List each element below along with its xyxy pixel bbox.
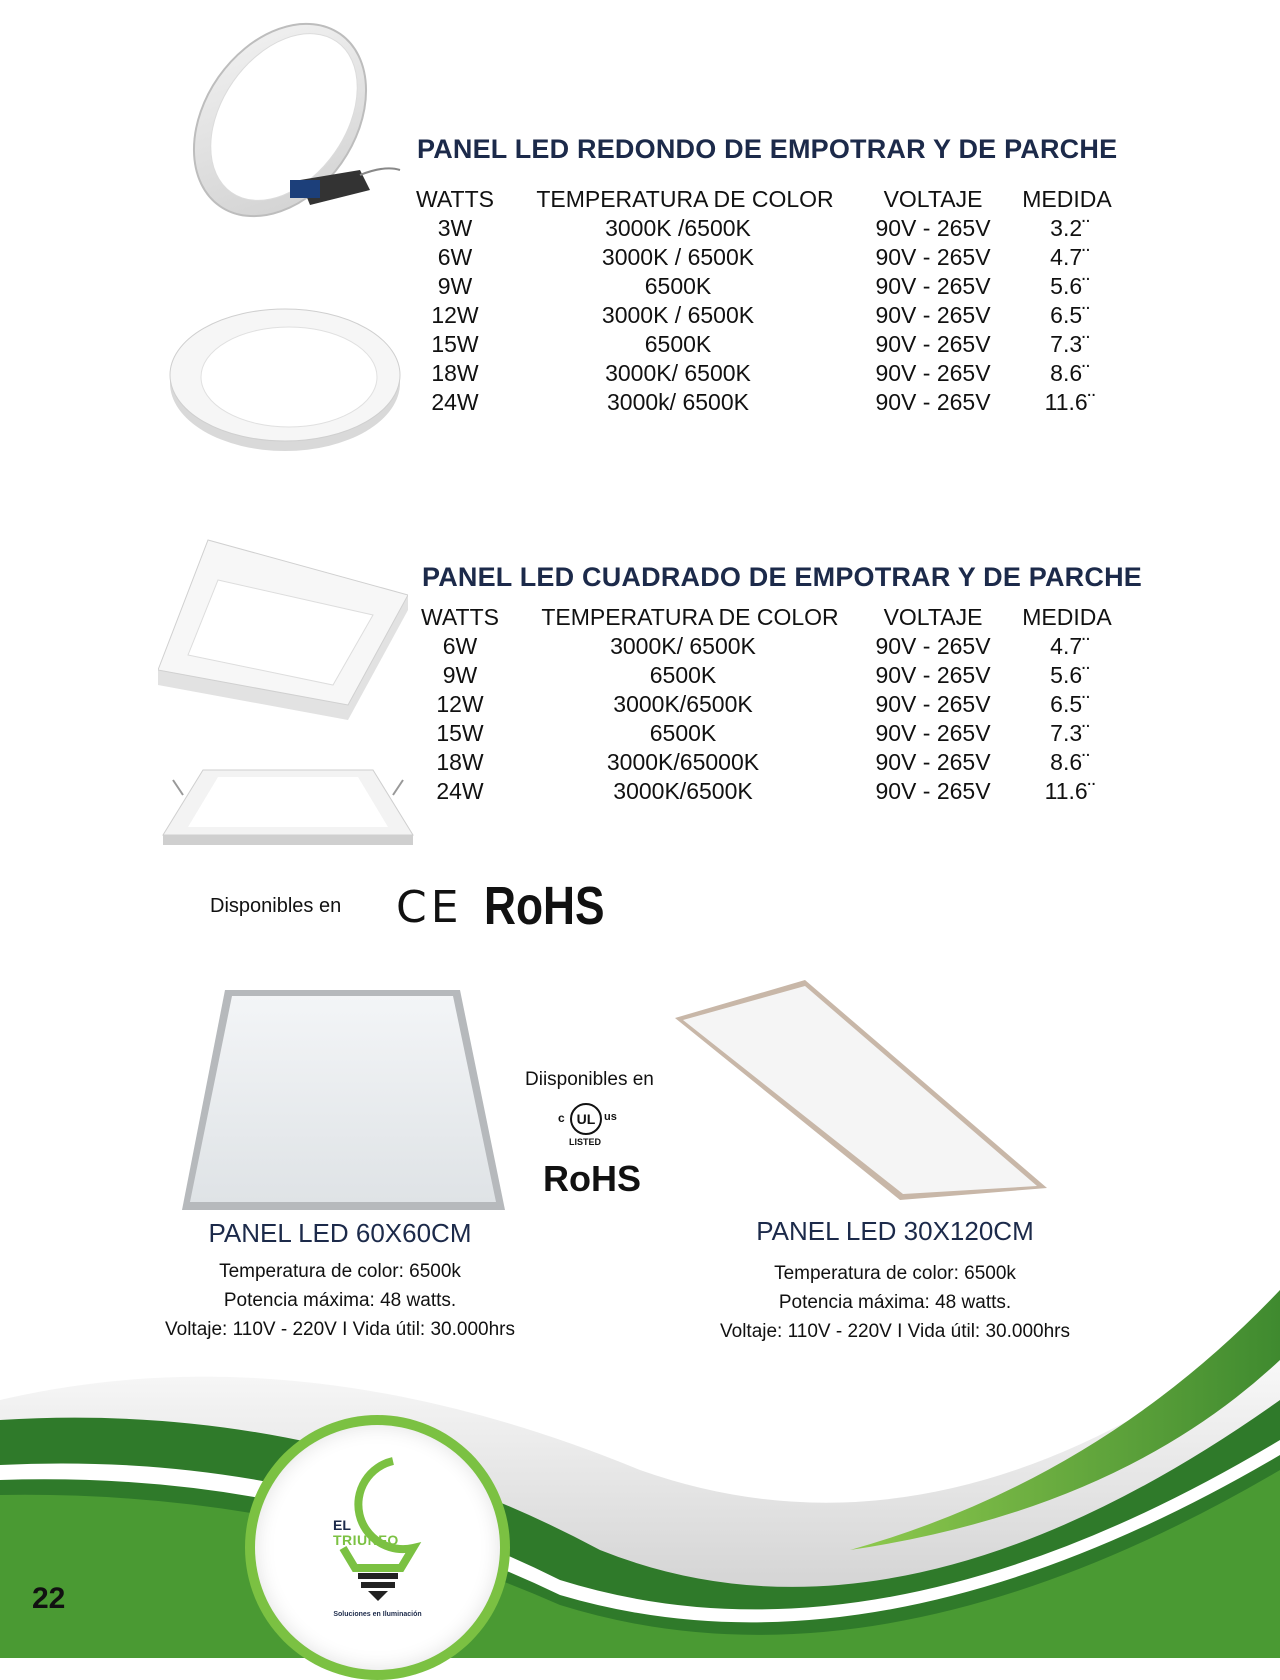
ul-circle [570, 1103, 602, 1135]
square-cell-med: 8.6¨ [1050, 749, 1090, 775]
round-panel-title: PANEL LED REDONDO DE EMPOTRAR Y DE PARCHE [417, 134, 1118, 164]
round-cell-med: 3.2¨ [1050, 215, 1090, 241]
logo-text-triunfo: TRIUNFO [333, 1532, 399, 1548]
round-spec-row [415, 302, 1135, 331]
square-col-temp: TEMPERATURA DE COLOR [541, 604, 839, 630]
square-cell-volt: 90V - 265V [875, 749, 991, 775]
round-cell-volt: 90V - 265V [875, 360, 991, 386]
round-cell-temp: 6500K [644, 331, 712, 357]
square-cell-temp: 3000K/65000K [606, 749, 760, 775]
square-cell-watts: 24W [436, 778, 484, 804]
square-spec-table [420, 604, 1140, 807]
round-col-med: MEDIDA [1022, 186, 1112, 212]
round-cell-volt: 90V - 265V [875, 273, 991, 299]
round-panel-recessed-image [170, 20, 410, 235]
square-spec-row [420, 778, 1140, 807]
round-cell-med: 8.6¨ [1050, 360, 1090, 386]
square-panel-title: PANEL LED CUADRADO DE EMPOTRAR Y DE PARCHE [422, 562, 1142, 592]
square-col-watts: WATTS [421, 604, 499, 630]
panel-30x120-title: PANEL LED 30X120CM [756, 1216, 1034, 1246]
round-col-watts: WATTS [416, 186, 494, 212]
square-cell-med: 4.7¨ [1050, 633, 1090, 659]
round-cell-watts: 24W [431, 389, 479, 415]
page-number: 22 [32, 1582, 66, 1615]
ul-c: c [558, 1111, 565, 1125]
square-col-volt: VOLTAJE [883, 604, 983, 630]
round-cell-watts: 9W [437, 273, 473, 299]
square-cell-watts: 6W [442, 633, 478, 659]
round-cell-temp: 3000k/ 6500K [607, 389, 749, 415]
square-spec-header [420, 604, 1140, 633]
panel-30x120-power: Potencia máxima: 48 watts. [778, 1292, 1012, 1313]
round-cell-temp: 3000K / 6500K [601, 302, 755, 328]
panel-60x60-temp: Temperatura de color: 6500k [219, 1261, 461, 1282]
square-panel-surface-image [158, 535, 408, 725]
footer-swoosh [0, 1250, 1280, 1658]
round-spec-row [415, 360, 1135, 389]
round-cell-watts: 6W [437, 244, 473, 270]
ce-mark: CE [396, 882, 463, 933]
panel-30x120-temp: Temperatura de color: 6500k [774, 1263, 1016, 1284]
square-cell-volt: 90V - 265V [875, 691, 991, 717]
round-cell-volt: 90V - 265V [875, 244, 991, 270]
square-panel-recessed-image [158, 765, 418, 850]
round-cell-temp: 6500K [644, 273, 712, 299]
square-cell-med: 6.5¨ [1050, 691, 1090, 717]
square-cell-temp: 6500K [649, 662, 717, 688]
ul-us: us [604, 1111, 617, 1123]
square-cell-volt: 90V - 265V [875, 662, 991, 688]
panel-60x60-voltage: Voltaje: 110V - 220V I Vida útil: 30.000hrs [165, 1319, 515, 1340]
round-col-volt: VOLTAJE [883, 186, 983, 212]
round-cell-med: 11.6¨ [1044, 389, 1096, 415]
round-spec-table [415, 186, 1135, 418]
round-spec-row [415, 389, 1135, 418]
round-panel-surface-image [165, 305, 405, 455]
round-cell-med: 5.6¨ [1050, 273, 1090, 299]
panel-60x60-title: PANEL LED 60X60CM [208, 1218, 472, 1248]
square-cell-temp: 3000K/ 6500K [610, 633, 756, 659]
square-cell-watts: 9W [442, 662, 478, 688]
logo-badge [245, 1415, 510, 1680]
round-cell-med: 4.7¨ [1050, 244, 1090, 270]
round-cell-med: 6.5¨ [1050, 302, 1090, 328]
square-spec-row [420, 720, 1140, 749]
square-cell-med: 5.6¨ [1050, 662, 1090, 688]
round-cell-volt: 90V - 265V [875, 331, 991, 357]
panel-60x60-power: Potencia máxima: 48 watts. [223, 1290, 457, 1311]
round-cell-watts: 3W [437, 215, 473, 241]
rohs-mark: RoHS [484, 876, 605, 936]
square-cell-temp: 6500K [649, 720, 717, 746]
round-cell-temp: 3000K /6500K [605, 215, 751, 241]
square-cell-temp: 3000K/6500K [613, 778, 753, 804]
square-spec-row [420, 749, 1140, 778]
square-cell-med: 7.3¨ [1050, 720, 1090, 746]
availability-label-2: Diisponibles en [525, 1069, 654, 1090]
square-cell-volt: 90V - 265V [875, 778, 991, 804]
square-cell-temp: 3000K/6500K [613, 691, 753, 717]
square-spec-row [420, 691, 1140, 720]
ul-listed-mark [558, 1103, 622, 1153]
panel-30x120-voltage: Voltaje: 110V - 220V I Vida útil: 30.000hrs [720, 1321, 1070, 1342]
square-col-med: MEDIDA [1022, 604, 1112, 630]
square-spec-row [420, 633, 1140, 662]
panel-30x120-image [675, 978, 1050, 1203]
round-spec-row [415, 244, 1135, 273]
square-spec-row [420, 662, 1140, 691]
square-cell-watts: 12W [436, 691, 484, 717]
ul-listed: LISTED [569, 1137, 602, 1147]
round-cell-temp: 3000K/ 6500K [605, 360, 751, 386]
round-cell-watts: 12W [431, 302, 479, 328]
square-cell-med: 11.6¨ [1044, 778, 1096, 804]
round-spec-row [415, 273, 1135, 302]
round-cell-med: 7.3¨ [1050, 331, 1090, 357]
square-cell-watts: 15W [436, 720, 484, 746]
round-col-temp: TEMPERATURA DE COLOR [536, 186, 834, 212]
round-spec-header [415, 186, 1135, 215]
rohs-mark-2: RoHS [543, 1158, 641, 1199]
round-cell-watts: 18W [431, 360, 479, 386]
ul-text: UL [576, 1111, 596, 1127]
round-cell-temp: 3000K / 6500K [601, 244, 755, 270]
logo-text-el: EL [333, 1517, 351, 1533]
availability-label: Disponibles en [210, 895, 342, 917]
round-cell-volt: 90V - 265V [875, 302, 991, 328]
round-spec-row [415, 215, 1135, 244]
round-spec-row [415, 331, 1135, 360]
square-cell-volt: 90V - 265V [875, 633, 991, 659]
logo-tagline: Soluciones en Iluminación [333, 1611, 422, 1618]
square-cell-watts: 18W [436, 749, 484, 775]
square-cell-volt: 90V - 265V [875, 720, 991, 746]
round-cell-volt: 90V - 265V [875, 215, 991, 241]
round-cell-volt: 90V - 265V [875, 389, 991, 415]
round-cell-watts: 15W [431, 331, 479, 357]
panel-60x60-image [180, 988, 510, 1213]
